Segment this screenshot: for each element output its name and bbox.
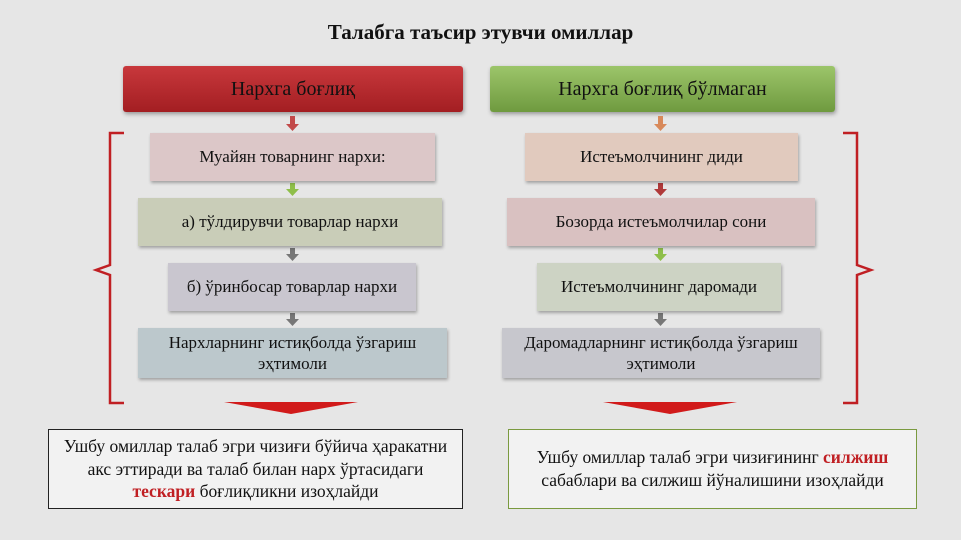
left-item-3: б) ўринбосар товарлар нархи — [168, 263, 416, 311]
left-conclusion-text: Ушбу омиллар талаб эгри чизиғи бўйича ҳаракатни акс эттиради ва талаб билан нарх ўртасидаги — [63, 435, 448, 479]
right-conclusion — [508, 429, 917, 509]
header-price-independent: Нархга боғлиқ бўлмаган — [490, 66, 835, 112]
right-conclusion-text: Ушбу омиллар талаб эгри чизиғининг — [536, 447, 824, 468]
left-conclusion-tail: боғлиқликни изоҳлайди — [195, 481, 379, 502]
left-item-1: Муайян товарнинг нархи: — [150, 133, 435, 181]
right-item-2: Бозорда истеъмолчилар сони — [507, 198, 815, 246]
left-down-arrow — [224, 402, 358, 414]
left-item-4: Нархларнинг истиқболда ўзгариш эҳтимоли — [138, 328, 447, 378]
right-conclusion-tail: сабаблари ва силжиш йўналишини изоҳлайди — [541, 470, 884, 490]
right-bracket — [843, 133, 871, 403]
diagram-title: Талабга таъсир этувчи омиллар — [327, 20, 634, 44]
right-conclusion-highlight: силжиш — [823, 447, 889, 468]
left-bracket — [96, 133, 124, 403]
left-conclusion — [48, 429, 463, 509]
left-conclusion-highlight: тескари — [132, 481, 196, 502]
header-price-dependent: Нархга боғлиқ — [123, 66, 463, 112]
right-item-1: Истеъмолчининг диди — [525, 133, 798, 181]
right-down-arrow — [603, 402, 737, 414]
right-item-4: Даромадларнинг истиқболда ўзгариш эҳтимоли — [502, 328, 820, 378]
left-item-2: а) тўлдирувчи товарлар нархи — [138, 198, 442, 246]
right-item-3: Истеъмолчининг даромади — [537, 263, 781, 311]
